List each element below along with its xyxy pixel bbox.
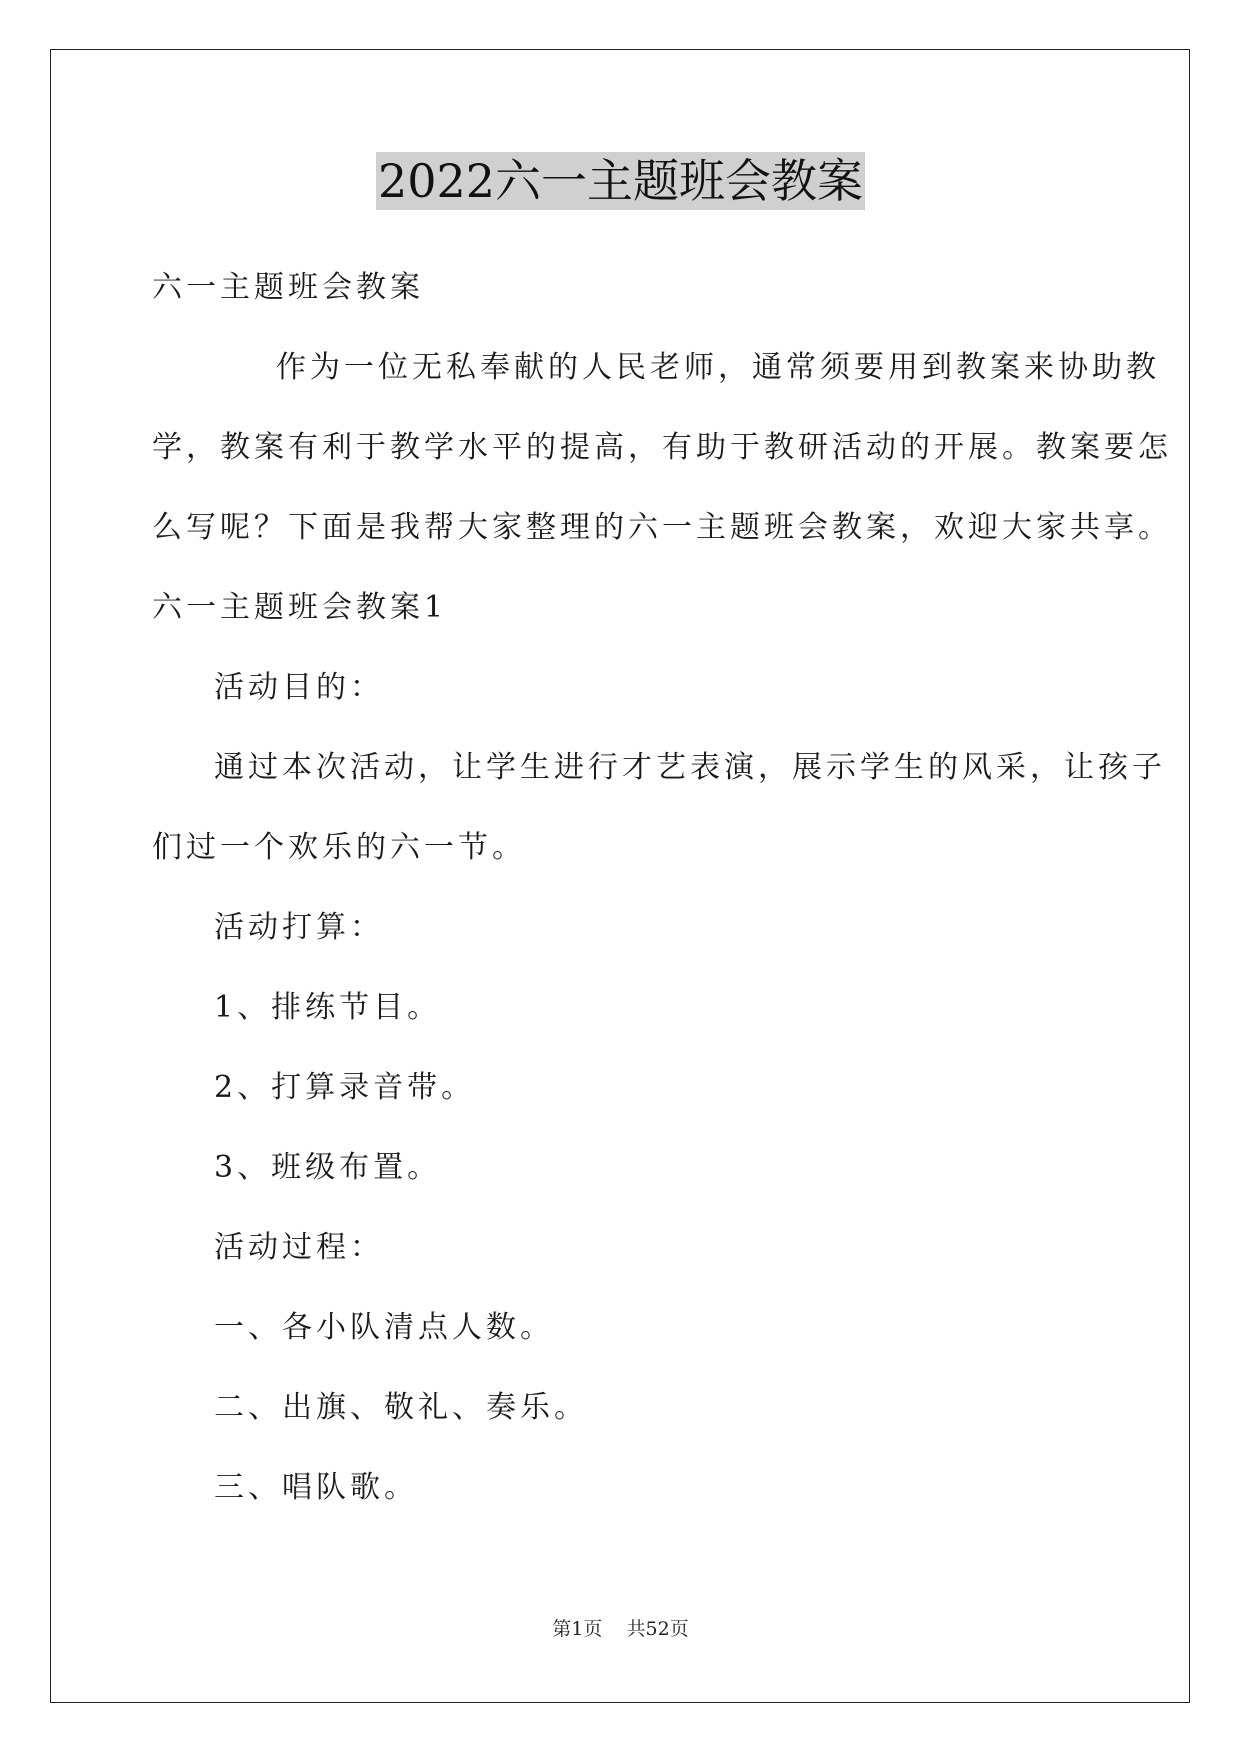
document-title: 2022六一主题班会教案 (377, 154, 864, 208)
heading-activity-goal: 活动目的： (214, 670, 384, 705)
list-item-1: 1、排练节目。 (214, 990, 442, 1025)
paragraph-line-4: 通过本次活动，让学生进行才艺表演，展示学生的风采，让孩子 (214, 750, 1166, 785)
list-item-2: 2、打算录音带。 (214, 1070, 476, 1105)
list-item-5: 二、出旗、敬礼、奏乐。 (214, 1390, 588, 1425)
list-item-3: 3、班级布置。 (214, 1150, 442, 1185)
list-item-4: 一、各小队清点人数。 (214, 1310, 554, 1345)
paragraph-line-5: 们过一个欢乐的六一节。 (152, 830, 526, 865)
paragraph-line-3: 么写呢？下面是我帮大家整理的六一主题班会教案，欢迎大家共享。 (152, 510, 1172, 545)
page-footer (0, 1617, 1241, 1641)
page-total: 共52页 (626, 1618, 689, 1640)
title-container (0, 152, 1241, 210)
heading-activity-process: 活动过程： (214, 1230, 384, 1265)
page-number: 第1页 (552, 1618, 603, 1640)
section-heading: 六一主题班会教案1 (152, 590, 448, 625)
paragraph-line-1: 作为一位无私奉献的人民老师，通常须要用到教案来协助教 (276, 350, 1160, 385)
subtitle-line: 六一主题班会教案 (152, 270, 424, 305)
list-item-6: 三、唱队歌。 (214, 1470, 418, 1505)
paragraph-line-2: 学，教案有利于教学水平的提高，有助于教研活动的开展。教案要怎 (152, 430, 1172, 465)
heading-activity-prep: 活动打算： (214, 910, 384, 945)
